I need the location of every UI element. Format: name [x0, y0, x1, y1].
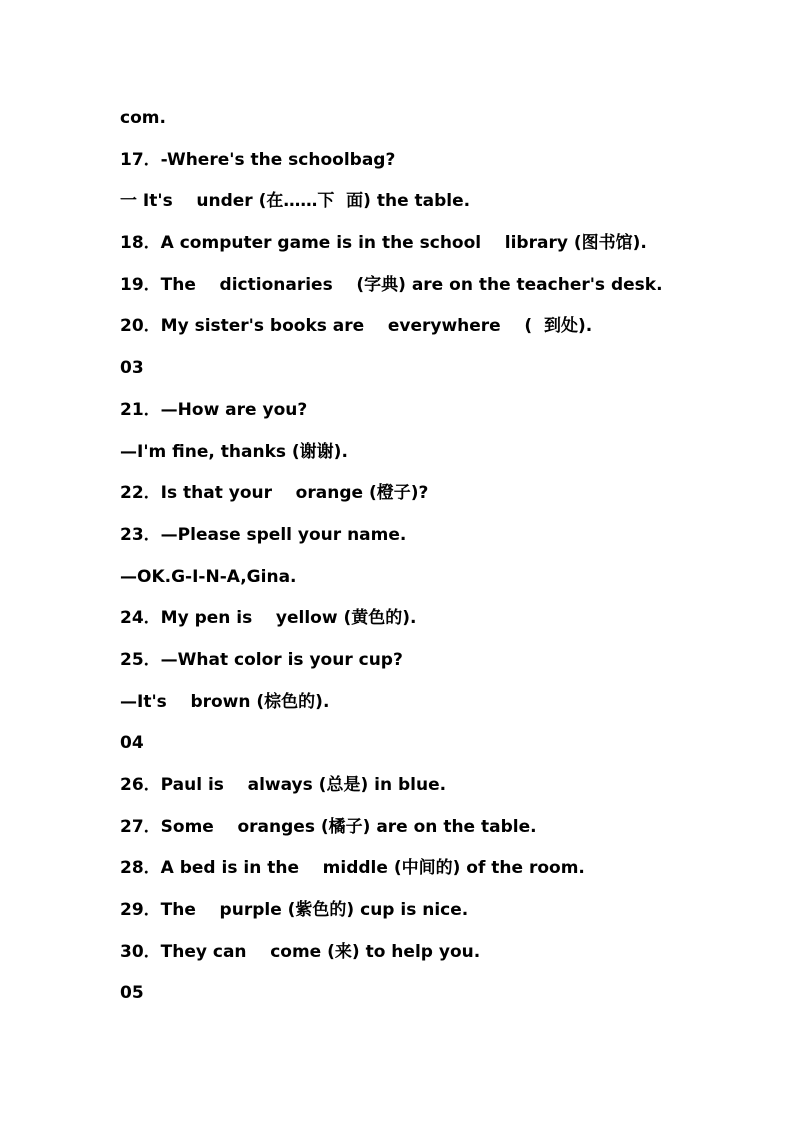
text-line: —It's brown (棕色的). — [120, 691, 330, 712]
text-line: 一 It's under (在……下 面) the table. — [120, 191, 471, 212]
section-number: 03 — [120, 358, 144, 379]
text-line: —OK.G-I-N-A,Gina. — [120, 566, 297, 587]
text-line: 20．My sister's books are everywhere ( 到处). — [120, 316, 593, 337]
text-line: 19．The dictionaries (字典) are on the teacher's desk. — [120, 274, 663, 295]
text-line: 28．A bed is in the middle (中间的) of the room. — [120, 858, 585, 879]
text-line: 17．-Where's the schoolbag? — [120, 149, 396, 170]
text-line: 25．—What color is your cup? — [120, 649, 403, 670]
text-line: —I'm fine, thanks (谢谢). — [120, 441, 348, 462]
text-line: 18．A computer game is in the school library (图书馆). — [120, 233, 647, 254]
exercise-lines — [120, 105, 760, 1022]
text-line: 27．Some oranges (橘子) are on the table. — [120, 816, 537, 837]
text-line: 23．—Please spell your name. — [120, 524, 407, 545]
text-line: 21．—How are you? — [120, 399, 308, 420]
text-line: 26．Paul is always (总是) in blue. — [120, 775, 447, 795]
text-line: 24．My pen is yellow (黄色的). — [120, 608, 417, 629]
section-number: 05 — [120, 983, 144, 1004]
text-line: com. — [120, 108, 166, 128]
text-line: 29．The purple (紫色的) cup is nice. — [120, 900, 469, 921]
text-line: 22．Is that your orange (橙子)? — [120, 483, 429, 504]
text-line: 30．They can come (来) to help you. — [120, 941, 481, 962]
section-number: 04 — [120, 733, 144, 754]
